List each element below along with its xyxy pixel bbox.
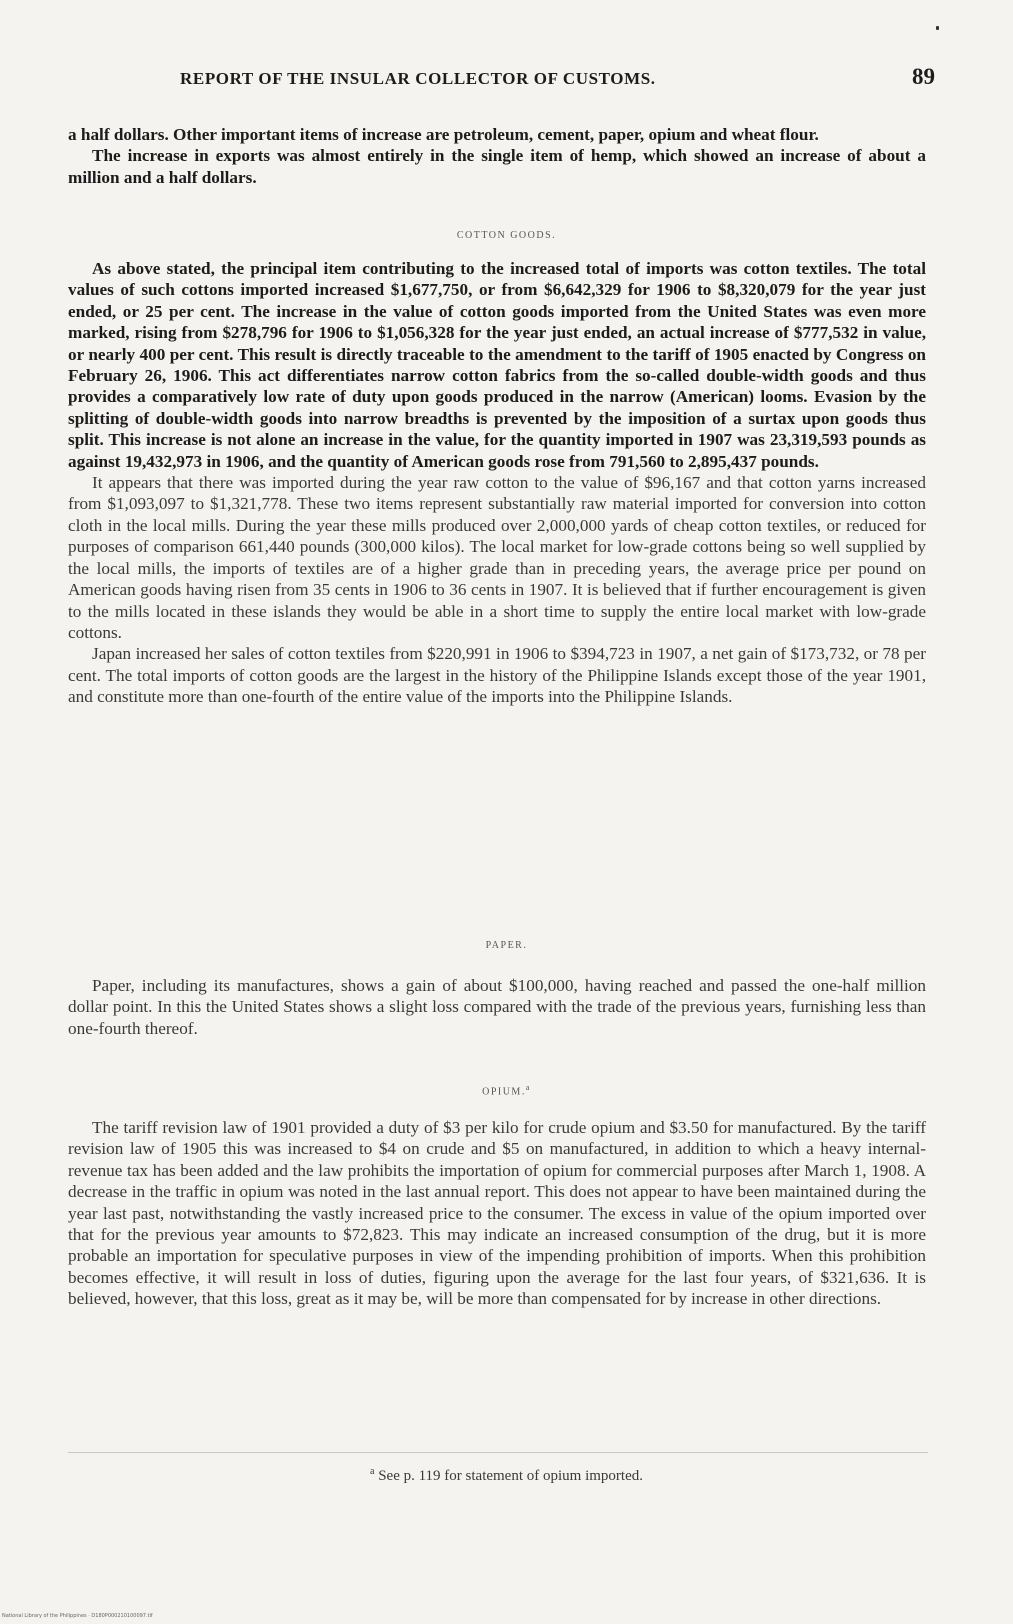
opium-footnote-marker: a bbox=[525, 1083, 531, 1092]
footnote-marker: a bbox=[369, 1466, 375, 1477]
cotton-section bbox=[68, 258, 926, 708]
paper-paragraph-1: Paper, including its manufactures, shows a gain of about $100,000, having reached and passed the one-half million dollar point. In this the United States shows a slight loss compared with the trade of the previous years, furnishing less than one-fourth thereof. bbox=[68, 976, 926, 1038]
cotton-paragraph-1: As above stated, the principal item contributing to the increased total of imports was cotton textiles. The total values of such cottons imported increased $1,677,750, or from $6,642,329 for 1906 to $8,320,079 for the year just ended, or 25 per cent. The increase in the value of cotton goods imported from the United States was even more marked, rising from $278,796 for 1906 to $1,056,328 for the year just ended, an actual increase of $777,532 in value, or nearly 400 per cent. This result is directly traceable to the amendment to the tariff of 1905 enacted by Congress on February 26, 1906. This act differentiates narrow cotton fabrics from the so-called double-width goods and thus provides a comparatively low rate of duty upon goods produced in the narrow (American) looms. Evasion by the splitting of double-width goods into narrow breadths is prevented by the imposition of a surtax upon goods thus split. This increase is not alone an increase in the value, for the quantity imported in 1907 was 23,319,593 pounds as against 19,432,973 in 1906, and the quantity of American goods rose from 791,560 to 2,895,437 pounds. bbox=[68, 259, 926, 471]
ink-speck bbox=[936, 26, 939, 30]
opium-heading bbox=[0, 1083, 1013, 1097]
intro-paragraph-1: a half dollars. Other important items of increase are petroleum, cement, paper, opium and wheat flour. bbox=[68, 125, 819, 144]
intro-paragraph-2: The increase in exports was almost entirely in the single item of hemp, which showed an increase of about a million and a half dollars. bbox=[68, 146, 926, 187]
footnote-divider bbox=[68, 1452, 928, 1453]
cotton-paragraph-2: It appears that there was imported during the year raw cotton to the value of $96,167 and that cotton yarns increased from $1,093,097 to $1,321,778. These two items represent substantially raw material imported for conversion into cotton cloth in the local mills. During the year these mills produced over 2,000,000 yards of cheap cotton textiles, or reduced for purposes of comparison 661,440 pounds (300,000 kilos). The local market for low-grade cottons being so well supplied by the local mills, the imports of textiles are of a higher grade than in preceding years, the average price per pound on American goods having risen from 35 cents in 1906 to 36 cents in 1907. It is believed that if further encouragement is given to the mills located in these islands they would be able in a short time to supply the entire local market with low-grade cottons. bbox=[68, 473, 926, 642]
running-header bbox=[70, 66, 935, 94]
scan-imprint: National Library of the Philippines · D180P000210100097.tif bbox=[2, 1613, 153, 1619]
page-number: 89 bbox=[912, 64, 935, 89]
intro-section bbox=[68, 124, 926, 188]
running-title: REPORT OF THE INSULAR COLLECTOR OF CUSTOMS. bbox=[180, 69, 656, 88]
paper-heading: PAPER. bbox=[485, 940, 528, 951]
opium-heading-text: OPIUM. bbox=[482, 1086, 526, 1098]
cotton-paragraph-3: Japan increased her sales of cotton textiles from $220,991 in 1906 to $394,723 in 1907, a net gain of $173,732, or 78 per cent. The total imports of cotton goods are the largest in the history of the Philippine Islands except those of the year 1901, and constitute more than one-fourth of the entire value of the imports into the Philippine Islands. bbox=[68, 644, 926, 707]
cotton-heading: COTTON GOODS. bbox=[456, 230, 557, 241]
opium-section bbox=[68, 1117, 926, 1310]
paper-section bbox=[68, 975, 926, 1039]
footnote-text: See p. 119 for statement of opium imported. bbox=[378, 1468, 643, 1484]
footnote bbox=[0, 1466, 1013, 1485]
opium-paragraph-1: The tariff revision law of 1901 provided a duty of $3 per kilo for crude opium and $3.50 for manufactured. By the tariff revision law of 1905 this was increased to $4 on crude and $5 on manufactured, in addition to which a heavy internal-revenue tax has been added and the law prohibits the importation of opium for commercial purposes after March 1, 1908. A decrease in the traffic in opium was noted in the last annual report. This does not appear to have been maintained during the year last past, notwithstanding the vastly increased price to the consumer. The excess in value of the opium imported over that for the previous year amounts to $72,823. This may indicate an increased consumption of the drug, but it is more probable an importation for speculative purposes in view of the impending prohibition of imports. When this prohibition becomes effective, it will result in loss of duties, figuring upon the average for the last four years, of $321,636. It is believed, however, that this loss, great as it may be, will be more than compensated for by increase in other directions. bbox=[68, 1118, 926, 1309]
